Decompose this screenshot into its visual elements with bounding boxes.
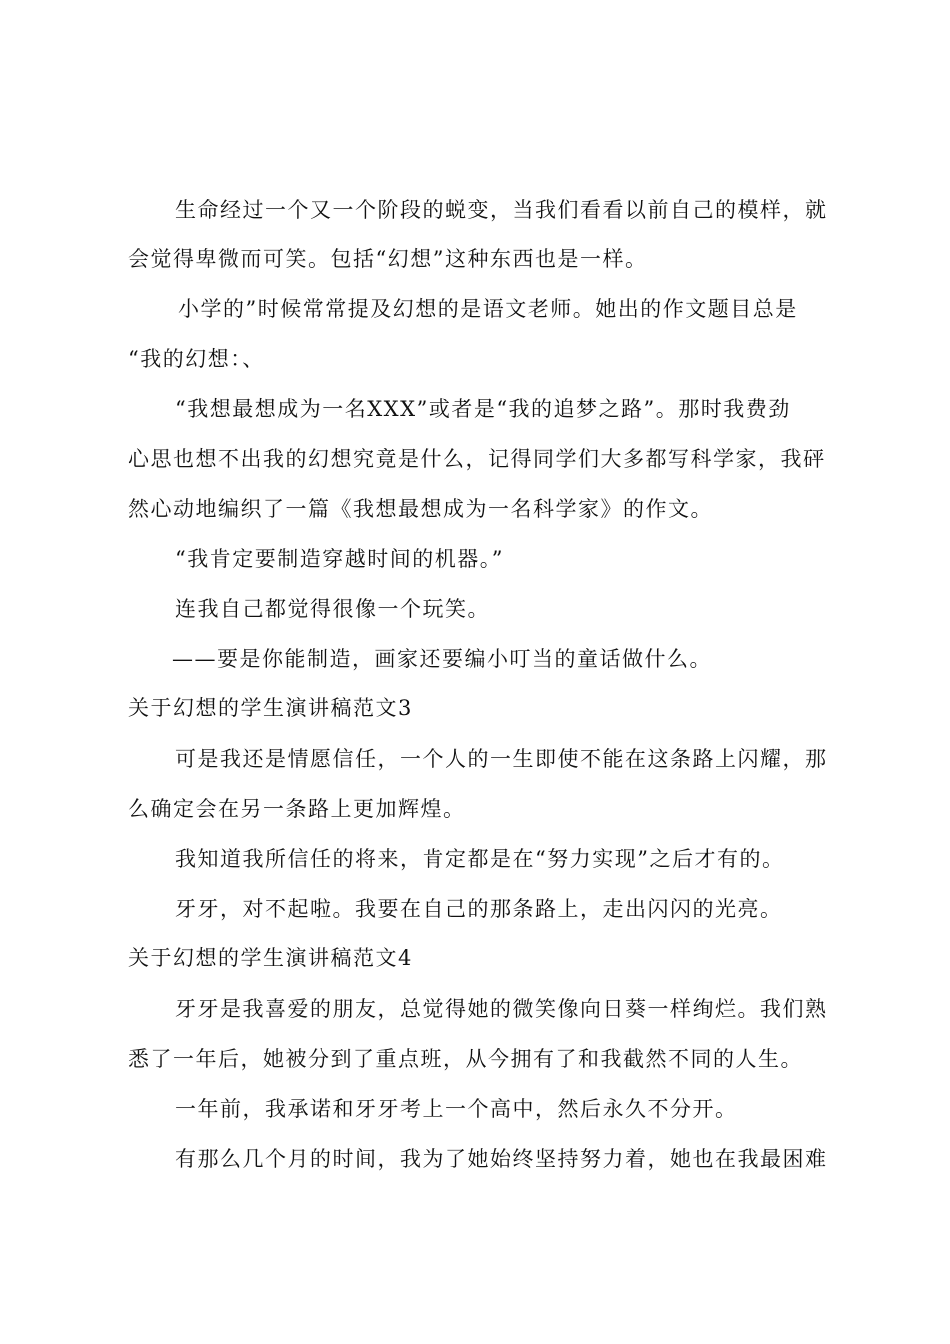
section-heading: 关于幻想的学生演讲稿范文4 (128, 946, 413, 970)
section-heading: 关于幻想的学生演讲稿范文3 (128, 696, 413, 720)
paragraph-line: 会觉得卑微而可笑。包括“幻想”这种东西也是一样。 (128, 247, 648, 271)
paragraph-line: 悉了一年后，她被分到了重点班，从今拥有了和我截然不同的人生。 (128, 1047, 803, 1071)
paragraph-line: 一年前，我承诺和牙牙考上一个高中，然后永久不分开。 (175, 1097, 738, 1121)
paragraph-line: “我想最想成为一名XXX”或者是“我的追梦之路”。那时我费劲 (175, 397, 791, 421)
paragraph-line: 小学的”时候常常提及幻想的是语文老师。她出的作文题目总是 (178, 297, 798, 321)
paragraph-line: 连我自己都觉得很像一个玩笑。 (175, 597, 490, 621)
paragraph-line: 心思也想不出我的幻想究竟是什么，记得同学们大多都写科学家，我砰 (128, 447, 826, 471)
paragraph-line: 我知道我所信任的将来，肯定都是在“努力实现”之后才有的。 (175, 847, 785, 871)
paragraph-line: 可是我还是情愿信任，一个人的一生即使不能在这条路上闪耀，那 (175, 747, 828, 771)
paragraph-line: “我肯定要制造穿越时间的机器。” (175, 547, 504, 571)
paragraph-line: 牙牙，对不起啦。我要在自己的那条路上，走出闪闪的光亮。 (175, 897, 783, 921)
paragraph-line: 牙牙是我喜爱的朋友，总觉得她的微笑像向日葵一样绚烂。我们熟 (175, 997, 828, 1021)
paragraph-line: ——要是你能制造，画家还要编小叮当的童话做什么。 (172, 647, 712, 671)
paragraph-line: 么确定会在另一条路上更加辉煌。 (128, 797, 466, 821)
paragraph-line: 有那么几个月的时间，我为了她始终坚持努力着，她也在我最困难 (175, 1147, 828, 1171)
paragraph-line: “我的幻想：、 (128, 347, 265, 371)
paragraph-line: 生命经过一个又一个阶段的蜕变，当我们看看以前自己的模样，就 (175, 198, 828, 222)
paragraph-line: 然心动地编织了一篇《我想最想成为一名科学家》的作文。 (128, 497, 713, 521)
